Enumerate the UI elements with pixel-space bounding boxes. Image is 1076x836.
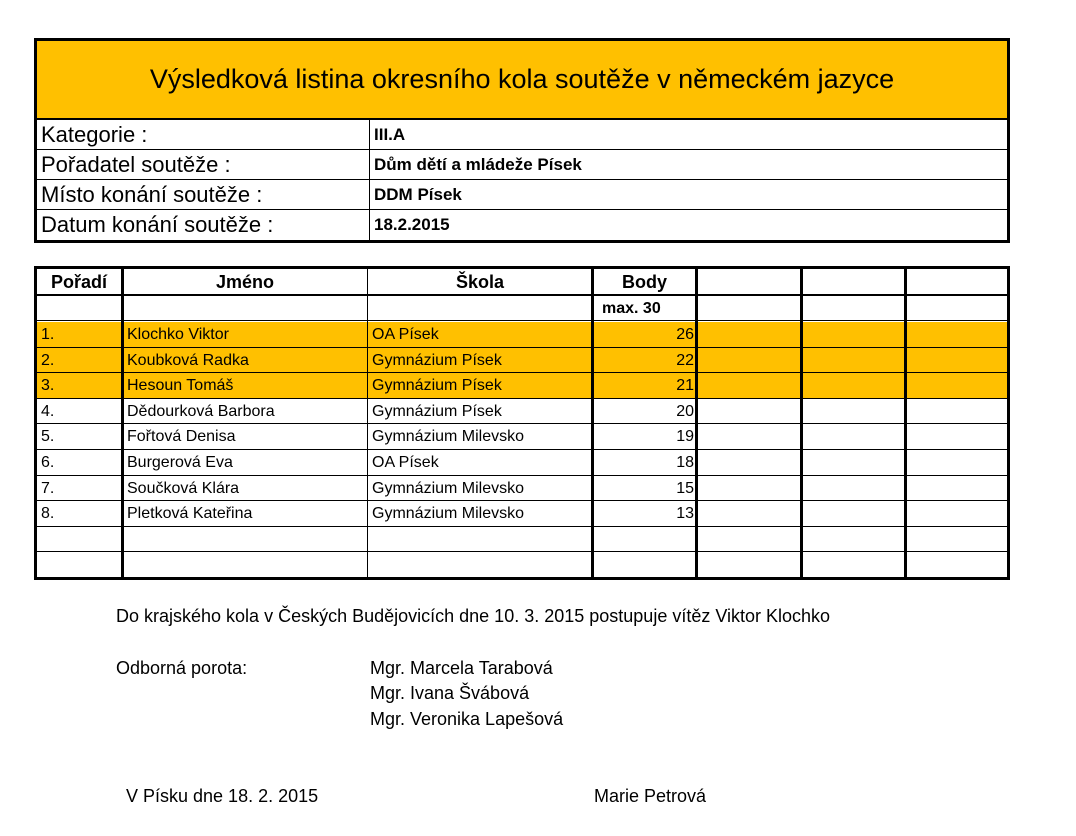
school-cell: OA Písek (372, 454, 439, 471)
rank-cell: 6. (41, 454, 55, 471)
table-row (37, 501, 1007, 527)
school-cell: Gymnázium Milevsko (372, 428, 525, 446)
points-cell: 15 (676, 479, 694, 497)
column-divider (367, 269, 368, 577)
max-points: max. 30 (602, 300, 661, 317)
points-cell: 20 (676, 402, 694, 420)
column-divider (121, 269, 124, 577)
column-header-name: Jméno (215, 272, 275, 292)
info-row-organizer (37, 150, 1007, 180)
column-header-school: Škola (455, 272, 505, 292)
column-divider (695, 269, 698, 577)
info-label: Datum konání soutěže : (41, 212, 274, 237)
points-cell: 21 (676, 377, 694, 395)
jury-label: Odborná porota: (116, 658, 248, 678)
rank-cell: 2. (41, 351, 55, 369)
name-cell: Koubková Radka (127, 351, 249, 369)
info-row-category (37, 120, 1007, 150)
table-row (37, 424, 1007, 450)
table-row-empty (37, 552, 1007, 578)
table-row (37, 399, 1007, 425)
jury-member: Mgr. Marcela Tarabová (370, 658, 553, 678)
name-cell: Hesoun Tomáš (127, 377, 234, 395)
rank-cell: 4. (41, 402, 55, 420)
rank-cell: 7. (41, 479, 55, 497)
name-cell: Fořtová Denisa (127, 428, 236, 446)
school-cell: Gymnázium Písek (372, 351, 502, 369)
points-cell: 18 (676, 454, 694, 471)
name-cell: Dědourková Barbora (127, 402, 275, 420)
name-cell: Pletková Kateřina (127, 505, 253, 523)
points-cell: 22 (676, 351, 694, 369)
document-title: Výsledková listina okresního kola soutěže v německém jazyce (149, 64, 895, 94)
school-cell: Gymnázium Milevsko (372, 479, 525, 497)
info-row-date (37, 210, 1007, 240)
points-cell: 19 (676, 428, 694, 446)
place-date: V Písku dne 18. 2. 2015 (126, 786, 319, 806)
column-divider (800, 269, 803, 577)
table-row (37, 322, 1007, 348)
signature-name: Marie Petrová (594, 786, 707, 806)
column-divider (904, 269, 907, 577)
info-value: 18.2.2015 (369, 210, 1007, 240)
name-cell: Součková Klára (127, 479, 240, 497)
table-row (37, 476, 1007, 502)
info-value: III.A (369, 120, 1007, 149)
points-cell: 26 (676, 326, 694, 343)
info-row-venue (37, 180, 1007, 210)
rank-cell: 5. (41, 428, 55, 446)
info-label: Kategorie : (41, 122, 148, 147)
table-row (37, 348, 1007, 374)
column-divider (591, 269, 594, 577)
school-cell: OA Písek (372, 326, 439, 343)
advance-note: Do krajského kola v Českých Budějovicích dne 10. 3. 2015 postupuje vítěz Viktor Klochko (116, 606, 831, 626)
header-box (34, 38, 1010, 243)
table-row-empty (37, 527, 1007, 553)
name-cell: Klochko Viktor (127, 326, 229, 343)
info-value: Dům dětí a mládeže Písek (369, 150, 1007, 179)
name-cell: Burgerová Eva (127, 454, 233, 471)
table-header-row (37, 269, 1007, 295)
info-label: Místo konání soutěže : (41, 182, 263, 207)
info-label: Pořadatel soutěže : (41, 152, 231, 177)
column-header-rank: Pořadí (50, 272, 107, 292)
points-cell: 13 (676, 505, 694, 523)
rank-cell: 3. (41, 377, 55, 395)
school-cell: Gymnázium Milevsko (372, 505, 525, 523)
jury-member: Mgr. Veronika Lapešová (370, 709, 564, 729)
column-header-points: Body (622, 272, 667, 292)
info-value: DDM Písek (369, 180, 1007, 209)
table-row (37, 450, 1007, 476)
rank-cell: 1. (41, 326, 55, 343)
school-cell: Gymnázium Písek (372, 377, 502, 395)
title-band (37, 41, 1007, 120)
rank-cell: 8. (41, 505, 55, 523)
table-row-max (37, 296, 1007, 321)
school-cell: Gymnázium Písek (372, 402, 502, 420)
jury-member: Mgr. Ivana Švábová (370, 683, 530, 703)
table-row (37, 373, 1007, 399)
results-table (34, 266, 1010, 580)
